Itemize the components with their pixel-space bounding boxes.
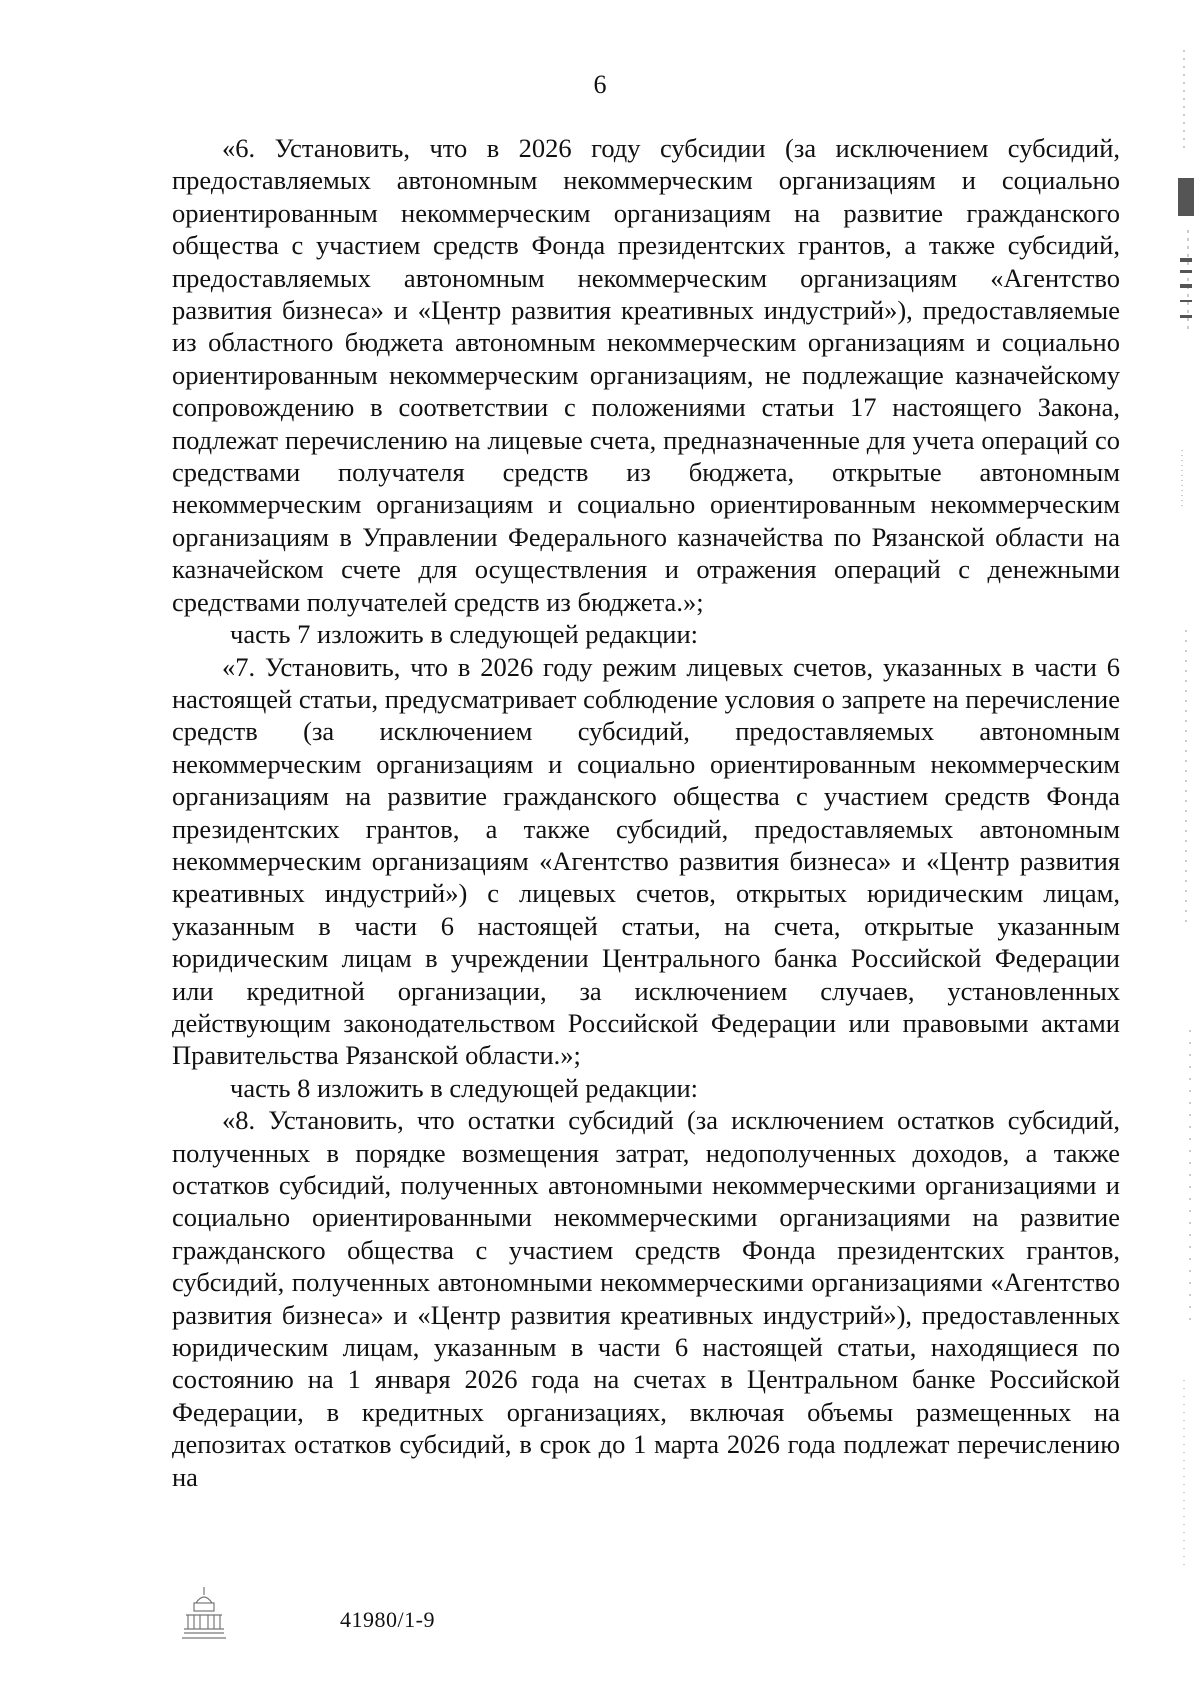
- document-code: 41980/1-9: [340, 1607, 435, 1632]
- paragraph-part-7-instruction: часть 7 изложить в следующей редакции:: [230, 619, 698, 650]
- paragraph-part-6-text: «6. Установить, что в 2026 году субсидии (за исключением субсидий, предоставляемых автономным некоммерческим организациям и социально ориентированным некоммерческим организациям на развитие гражданского общества с участием средств Фонда президентских грантов, а также субсидий, предоставляемых автономным некоммерческим организациям «Агентство развития бизнеса» и «Центр развития креативных индустрий»), предоставляемые из областного бюджета автономным некоммерческим организациям и социально ориентированным некоммерческим организациям, не подлежащие казначейскому сопровождению в соответствии с положениями статьи 17 настоящего Закона, подлежат перечислению на лицевые счета, предназначенные для учета операций со средствами получателя средств из бюджета, открытые автономным некоммерческим организациям и социально ориентированным некоммерческим организациям в Управлении Федерального казначейства по Рязанской области на казначейском счете для осуществления и отражения операций с денежными средствами получателей средств из бюджета.»;: [172, 133, 1120, 617]
- page-number: 6: [593, 70, 607, 99]
- duma-building-logo-icon: [178, 1585, 230, 1643]
- paragraph-part-7-text: «7. Установить, что в 2026 году режим лицевых счетов, указанных в части 6 настоящей статьи, предусматривает соблюдение условия о запрете на перечисление средств (за исключением субсидий, предоставляемых автономным некоммерческим организациям и социально ориентированным некоммерческим организациям на развитие гражданского общества с участием средств Фонда президентских грантов, а также субсидий, предоставляемых автономным некоммерческим организациям «Агентство развития бизнеса» и «Центр развития креативных индустрий») с лицевых счетов, открытых юридическим лицам, указанным в части 6 настоящей статьи, на счета, открытые указанным юридическим лицам в учреждении Центрального банка Российской Федерации или кредитной организации, за исключением случаев, установленных действующим законодательством Российской Федерации или правовыми актами Правительства Рязанской области.»;: [172, 651, 1120, 1071]
- paragraph-part-8-instruction: часть 8 изложить в следующей редакции:: [230, 1072, 698, 1103]
- document-body: [172, 132, 1120, 1493]
- scan-edge-marks: [1174, 30, 1196, 1590]
- paragraph-part-8-text: «8. Установить, что остатки субсидий (за исключением остатков субсидий, полученных в порядке возмещения затрат, недополученных доходов, а также остатков субсидий, полученных автономными некоммерческими организациями и социально ориентированными некоммерческими организациями на развитие гражданского общества с участием средств Фонда президентских грантов, субсидий, полученных автономными некоммерческими организациями «Агентство развития бизнеса» и «Центр развития креативных индустрий»), предоставленных юридическим лицам, указанным в части 6 настоящей статьи, находящиеся по состоянию на 1 января 2026 года на счетах в Центральном банке Российской Федерации, в кредитных организациях, включая объемы размещенных на депозитах остатков субсидий, в срок до 1 марта 2026 года подлежат перечислению на: [172, 1105, 1120, 1492]
